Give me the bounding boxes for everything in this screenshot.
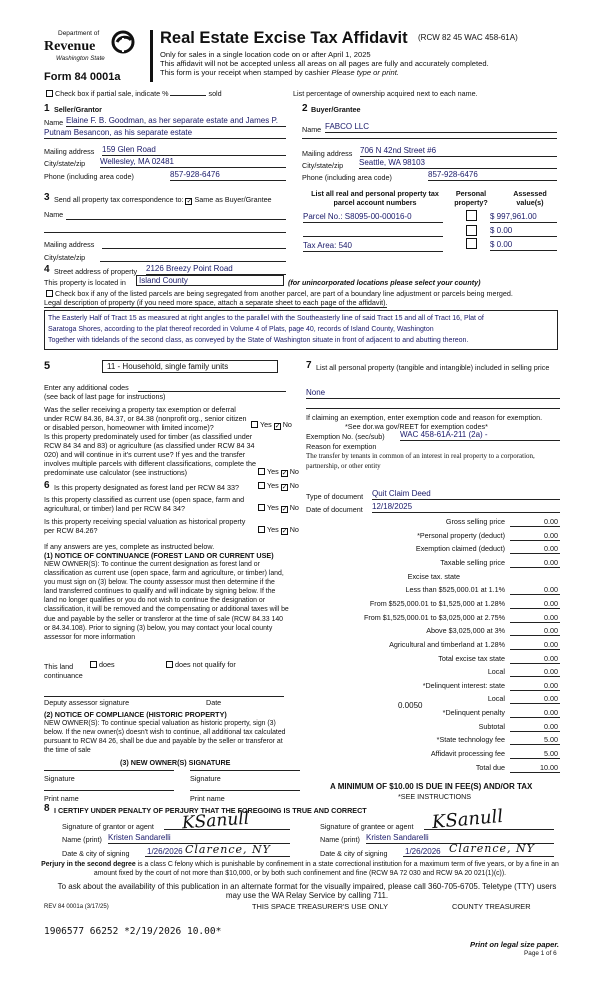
tax-row-label: Total due <box>475 762 505 772</box>
tax-row-value[interactable]: 0.00 <box>544 680 558 690</box>
personal-property-checkbox-2[interactable] <box>466 225 477 236</box>
tax-row-value[interactable]: 0.00 <box>544 557 558 567</box>
tax-row-value[interactable]: 0.00 <box>544 708 558 718</box>
grantee-date: 1/26/2026 <box>405 847 441 856</box>
dept-label: Department of <box>58 30 100 37</box>
tax-row-value[interactable]: 10.00 <box>540 762 558 772</box>
sec3-city-line[interactable] <box>100 261 286 262</box>
tax-row-value[interactable]: 0.00 <box>544 585 558 595</box>
tax-row-line <box>510 772 560 773</box>
grantee-date-label: Date & city of signing <box>320 849 388 858</box>
buyer-addr-label: Mailing address <box>302 149 353 158</box>
legal-line-3: Together with tidelands of the second class, as conveyed by the State of Washington situate in front of adjacent to and abutting thereon. <box>48 337 469 344</box>
sec5-q1-no[interactable] <box>274 423 281 430</box>
tax-row-label: Agricultural and timberland at 1.28% <box>389 639 505 649</box>
grantee-signature-image: KSanull <box>431 805 504 834</box>
sec6-q3-yes[interactable] <box>258 526 265 533</box>
legal-line-1: The Easterly Half of Tract 15 as measured at right angles to the parallel with the Southeasterly line of said Tract 15 and all of Tract 16, Plat of <box>48 315 484 322</box>
grantor-name-label: Name (print) <box>62 835 102 844</box>
buyer-name-label: Name <box>302 125 322 134</box>
print-label-1: Print name <box>44 794 79 803</box>
tax-row-value[interactable]: 0.00 <box>544 653 558 663</box>
sec6-num: 6 <box>44 480 50 491</box>
notice2-text: NEW OWNER(S): To continue special valuation as historic property, sign (3) below. If the new owner(s) doesn't wish to continue, all additional tax calculated pursuant to RCW 84 26, shall be due and payable by the seller or transferor at the time of sale <box>44 720 286 755</box>
legal-line-2: Saratoga Shores, according to the plat thereof recorded in Volume 4 of Plats, page 40, records of Island County, Washington <box>48 326 434 333</box>
tax-row-value[interactable]: 0.00 <box>544 639 558 649</box>
sec5-q2-no[interactable] <box>281 470 288 477</box>
this-land-label: This land <box>44 662 74 671</box>
tax-row-line <box>510 553 560 554</box>
sec5-q1-yes[interactable] <box>251 421 258 428</box>
sec3-name-line[interactable] <box>66 219 286 220</box>
sec5-q2-yes[interactable] <box>258 468 265 475</box>
seller-addr[interactable]: 159 Glen Road <box>102 145 286 156</box>
tax-row-line <box>510 663 560 664</box>
seller-addr-label: Mailing address <box>44 147 95 156</box>
tax-row-value[interactable]: 0.00 <box>544 530 558 540</box>
sec6-q3: Is this property receiving special valuation as historical property per RCW 84.26? <box>44 517 246 535</box>
tax-row-label: Taxable selling price <box>440 557 505 567</box>
sec7-num: 7 <box>306 360 312 371</box>
perjury-lead: Perjury in the second degree <box>41 861 136 868</box>
sec3-label-row: Send all property tax correspondence to:✓ Same as Buyer/Grantee <box>54 195 272 205</box>
tax-row-line <box>510 758 560 759</box>
sec6-q2-answers: Yes✓ No <box>256 503 299 513</box>
use-code-select[interactable]: 11 - Household, single family units <box>102 360 278 373</box>
deputy-line[interactable] <box>44 696 284 697</box>
sig-grantor-label: Signature of grantor or agent <box>62 822 154 831</box>
sec8-num: 8 <box>44 803 50 814</box>
exempt-label: If claiming an exemption, enter exemption code and reason for exemption. <box>306 413 543 422</box>
sig-grantee-label: Signature of grantee or agent <box>320 822 414 831</box>
doc-date[interactable]: 12/18/2025 <box>372 502 560 513</box>
county-note: (for unincorporated locations please select your county) <box>288 278 481 287</box>
tax-row-label: From $525,000.01 to $1,525,000 at 1.28% <box>369 598 505 608</box>
codes-note: (see back of last page for instructions) <box>44 392 166 401</box>
deputy-date-label: Date <box>206 698 222 707</box>
seller-city-label: City/state/zip <box>44 159 86 168</box>
buyer-city-label: City/state/zip <box>302 161 344 170</box>
tax-row-label: Less than $525,000.01 at 1.1% <box>405 585 505 595</box>
tax-row-value[interactable]: 0.00 <box>544 612 558 622</box>
tax-row-value[interactable]: 0.00 <box>544 598 558 608</box>
tax-row-label: *Delinquent interest: state <box>422 680 505 690</box>
sec6-q2-no[interactable] <box>281 506 288 513</box>
exempt-no-label: Exemption No. (sec/sub) <box>306 432 385 441</box>
legal-paper-note: Print on legal size paper. <box>470 940 560 949</box>
tax-row-line <box>510 676 560 677</box>
tax-row-line <box>510 690 560 691</box>
page-number: Page 1 of 6 <box>524 950 557 957</box>
form-title: Real Estate Excise Tax Affidavit <box>160 29 408 47</box>
header-note-3: This form is your receipt when stamped by cashier Please type or print. <box>160 68 399 77</box>
if-yes-note: If any answers are yes, complete as instructed below. <box>44 542 215 551</box>
seller-name-1[interactable]: Elaine F. B. Goodman, as her separate estate and James P. <box>66 116 286 127</box>
grantor-signature-image: KSanull <box>181 808 250 834</box>
notice1-title: (1) NOTICE OF CONTINUANCE (FOREST LAND OR CURRENT USE) <box>44 551 274 560</box>
buyer-heading: Buyer/Grantee <box>311 105 361 114</box>
sec6-q1-no[interactable] <box>281 484 288 491</box>
does-not-option: does not qualify for <box>164 660 236 669</box>
tax-row-line <box>510 540 560 541</box>
tax-row-value[interactable]: 5.00 <box>544 749 558 759</box>
personal-property-list[interactable]: None <box>306 388 560 399</box>
tax-row-label: Exemption claimed (deduct) <box>415 544 505 554</box>
tax-row-label: Excise tax. state <box>407 571 460 581</box>
header-note-1: Only for sales in a single location code on or after April 1, 2025 <box>160 50 371 59</box>
tax-row-line <box>510 622 560 623</box>
revenue-wordmark: Revenue <box>44 39 96 54</box>
sec4-num: 4 <box>44 264 50 275</box>
cashier-stamp: 1906577 66252 *2/19/2026 10.00* <box>44 926 222 937</box>
buyer-name[interactable]: FABCO LLC <box>325 122 557 133</box>
list-pct-note: List percentage of ownership acquired next to each name. <box>293 89 478 98</box>
form-rcw: (RCW 82 45 WAC 458-61A) <box>418 33 518 42</box>
partial-pct-field[interactable] <box>170 95 206 96</box>
tax-row-label: Total excise tax state <box>438 653 505 663</box>
tax-row-line <box>510 717 560 718</box>
form-number: Form 84 0001a <box>44 71 121 83</box>
tax-row-label: From $1,525,000.01 to $3,025,000 at 2.75% <box>363 612 505 622</box>
exemption-number[interactable]: WAC 458-61A-211 (2a) - <box>400 430 560 441</box>
reason-label: Reason for exemption <box>306 442 377 451</box>
tax-row-value[interactable]: 0.00 <box>544 667 558 677</box>
grantee-name-label: Name (print) <box>320 835 360 844</box>
codes-label: Enter any additional codes <box>44 383 129 392</box>
grantor-city: Clarence, NY <box>185 843 271 856</box>
tax-row-value[interactable]: 0.00 <box>544 544 558 554</box>
revenue-swirl-icon <box>110 30 136 56</box>
sec2-num: 2 <box>302 103 308 114</box>
personal-col-header: Personal property? <box>454 189 488 207</box>
grantor-date: 1/26/2026 <box>147 847 183 856</box>
exempt-see: *See dor.wa gov/REET for exemption codes* <box>345 422 488 431</box>
tax-area[interactable]: Tax Area: 540 <box>303 241 443 252</box>
print-line-2[interactable] <box>190 790 300 791</box>
seller-name-label: Name <box>44 118 64 127</box>
street-address[interactable]: 2126 Breezy Point Road <box>146 264 286 275</box>
tax-row-value[interactable]: 5.00 <box>544 735 558 745</box>
seller-phone-label: Phone (including area code) <box>44 172 134 181</box>
certify-line: I CERTIFY UNDER PENALTY OF PERJURY THAT THE FOREGOING IS TRUE AND CORRECT <box>54 806 367 815</box>
sec3-name-line-2 <box>44 232 286 233</box>
print-line-1[interactable] <box>44 790 174 791</box>
sec3-addr-line[interactable] <box>102 248 286 249</box>
seller-city[interactable]: Wellesley, MA 02481 <box>100 157 286 168</box>
sec6-q2: Is this property classified as current use (open space, farm and agricultural, or timber) land per RCW 84 34? <box>44 495 245 513</box>
buyer-name-line-2 <box>302 138 557 139</box>
parcel-number[interactable]: Parcel No.: S8095-00-00016-0 <box>303 212 443 223</box>
tax-row-line <box>510 567 560 568</box>
tax-row-line <box>510 526 560 527</box>
see-instructions: *SEE INSTRUCTIONS <box>398 792 472 801</box>
sec1-num: 1 <box>44 103 50 114</box>
tax-row-value[interactable]: 0.00 <box>544 626 558 636</box>
segregated-checkbox[interactable] <box>46 290 53 297</box>
buyer-addr[interactable]: 706 N 42nd Street #6 <box>360 146 557 157</box>
buyer-phone[interactable]: 857-928-6476 <box>428 170 557 181</box>
sec6-q1-yes[interactable] <box>258 482 265 489</box>
grantee-name[interactable]: Kristen Sandarelli <box>366 833 554 844</box>
same-as-buyer-checkbox[interactable] <box>185 198 192 205</box>
sec6-q1: Is this property designated as forest land per RCW 84 33? <box>54 483 239 492</box>
sec5-q2: Is this property predominately used for timber (as classified under RCW 84 34 and 83) or agriculture (as classified under RCW 84 34 020) and will continue in it's current use? If yes and the transfer involves multiple parcels with different classifications, complete the predominate use calculator (see instructions) <box>44 432 256 477</box>
local-rate: 0.0050 <box>398 701 423 710</box>
sec5-q1-answers: Yes✓ No <box>249 420 292 430</box>
grantor-date-label: Date & city of signing <box>62 849 130 858</box>
doc-type-label: Type of document <box>306 492 364 501</box>
sec3-num: 3 <box>44 192 50 203</box>
notice3-title: (3) NEW OWNER(S) SIGNATURE <box>120 758 231 767</box>
sec6-q3-no[interactable] <box>281 528 288 535</box>
assessed-col-header: Assessed value(s) <box>513 189 547 207</box>
partial-sale-row: Check box if partial sale, indicate % sold <box>44 89 222 98</box>
tax-row-value[interactable]: 0.00 <box>544 721 558 731</box>
print-label-2: Print name <box>190 794 225 803</box>
notice2-title: (2) NOTICE OF COMPLIANCE (HISTORIC PROPERTY) <box>44 710 227 719</box>
located-label: This property is located in <box>44 278 126 287</box>
reason-text[interactable]: The transfer by tenants in common of an interest in real property to a corporation, partnership, or other entity <box>306 452 535 470</box>
grantee-city: Clarence, NY <box>449 842 535 855</box>
assessed-value-3[interactable]: $ 0.00 <box>490 240 557 251</box>
tax-row-label: *Delinquent penalty <box>442 708 505 718</box>
doc-type[interactable]: Quit Claim Deed <box>372 489 560 500</box>
grantor-date-field[interactable] <box>145 845 290 857</box>
deputy-label: Deputy assessor signature <box>44 698 130 707</box>
seller-phone[interactable]: 857-928-6476 <box>170 170 286 181</box>
continuance-label: continuance <box>44 671 83 680</box>
sec3-name-label: Name <box>44 210 64 219</box>
tax-row-label: Subtotal <box>478 721 505 731</box>
sec6-q2-yes[interactable] <box>258 504 265 511</box>
tax-row-line <box>510 744 560 745</box>
tax-row-line <box>510 608 560 609</box>
tax-row-label: Local <box>487 667 505 677</box>
grantor-name[interactable]: Kristen Sandarelli <box>108 833 290 844</box>
county-select[interactable]: Island County <box>136 275 284 286</box>
revision-code: REV 84 0001a (3/17/25) <box>44 904 109 910</box>
parcel-line-2[interactable] <box>303 236 443 237</box>
personal-property-checkbox-1[interactable] <box>466 210 477 221</box>
legal-description-box[interactable] <box>44 310 558 350</box>
tax-row-label: Affidavit processing fee <box>430 749 505 759</box>
minimum-due-note: A MINIMUM OF $10.00 IS DUE IN FEE(S) AND/OR TAX <box>330 782 533 791</box>
header-divider <box>150 30 153 82</box>
dor-logo <box>44 30 144 72</box>
does-option: does <box>88 660 115 669</box>
tax-row-value[interactable]: 0.00 <box>544 517 558 526</box>
tax-row-label: Above $3,025,000 at 3% <box>426 626 505 636</box>
seller-name-2[interactable]: Putnam Besancon, as his separate estate <box>44 128 286 139</box>
county-treasurer-label: COUNTY TREASURER <box>452 902 531 911</box>
tax-row-label: Local <box>487 694 505 704</box>
seller-heading: Seller/Grantor <box>54 105 102 114</box>
parcel-col-header: List all real and personal property tax parcel account numbers <box>311 189 439 207</box>
sec5-num: 5 <box>44 360 51 372</box>
tax-row-line <box>510 731 560 732</box>
segregated-row: Check box if any of the listed parcels are being segregated from another parcel, are part of a boundary line adjustment or parcels being merged. <box>44 289 564 298</box>
sec6-q3-answers: Yes✓ No <box>256 525 299 535</box>
signature-label-2: Signature <box>190 774 221 783</box>
tax-row-line <box>510 649 560 650</box>
tax-row-value[interactable]: 0.00 <box>544 694 558 704</box>
assessed-value-2[interactable]: $ 0.00 <box>490 226 557 237</box>
sec3-city-label: City/state/zip <box>44 253 86 262</box>
personal-property-checkbox-3[interactable] <box>466 238 477 249</box>
tax-row-line <box>510 703 560 704</box>
tax-row-label: Gross selling price <box>445 517 505 526</box>
signature-line-1[interactable] <box>44 770 174 771</box>
buyer-city[interactable]: Seattle, WA 98103 <box>359 158 557 169</box>
tax-row-line <box>510 635 560 636</box>
buyer-phone-label: Phone (including area code) <box>302 173 392 182</box>
sec6-q1-answers: Yes✓ No <box>256 481 299 491</box>
signature-line-2[interactable] <box>190 770 300 771</box>
tax-row-label: *State technology fee <box>436 735 505 745</box>
tax-row-label: *Personal property (deduct) <box>417 530 505 540</box>
grantee-date-field[interactable] <box>403 842 554 857</box>
sec5-q2-answers: Yes✓ No <box>256 467 299 477</box>
header-note-2: This affidavit will not be accepted unless all areas on all pages are fully and accurately completed. <box>160 59 489 68</box>
partial-sale-checkbox[interactable] <box>46 90 53 97</box>
accessibility-note: To ask about the availability of this publication in an alternate format for the visually impaired, please call 360-705-6705. Teletype (TTY) users may use the WA Relay Service by calling 711. <box>57 882 557 900</box>
legal-label: Legal description of property (if you need more space, attach a separate sheet to each page of the affidavit). <box>44 298 388 307</box>
doc-date-label: Date of document <box>306 505 363 514</box>
perjury-note: Perjury in the second degree is a class C felony which is punishable by confinement in a state correctional institution for a maximum term of five years, or by a fine in an amount fixed by the court of not more than $10,000, or by both such confinement and fine (RCW 9A 72 030 and RCW 9A 20 021(1)(c)). <box>41 861 559 877</box>
sec5-q1: Was the seller receiving a property tax exemption or deferral under RCW 84.36, 84.37, or 84.38 (nonprofit org., senior citizen or disabled person, homeowner with limited income)? <box>44 405 247 432</box>
state-label: Washington State <box>56 55 105 62</box>
sec3-addr-label: Mailing address <box>44 240 95 249</box>
does-not-checkbox[interactable] <box>166 661 173 668</box>
treasurer-use-label: THIS SPACE TREASURER'S USE ONLY <box>252 902 389 911</box>
does-checkbox[interactable] <box>90 661 97 668</box>
sec7-label: List all personal property (tangible and intangible) included in selling price <box>316 363 550 372</box>
notice1-text: NEW OWNER(S): To continue the current designation as forest land or classification as current use (open space, farm and agriculture, or timber) land, you must sign on (3) below. The county assessor must then determine if the land transferred continues to qualify and will indicate by signing below. If the land no longer qualifies or you do not wish to continue the designation or classification, it will be removed and the compensating or additional taxes will be due and payable by the seller or transferor at the time of sale (RCW 84.33 140 or 84.34.108). Prior to signing (3) below, you may contact your local county assessor for more information <box>44 561 289 641</box>
signature-label-1: Signature <box>44 774 75 783</box>
sec7-line-2 <box>306 408 560 409</box>
tax-row-line <box>510 594 560 595</box>
street-label: Street address of property <box>54 267 138 276</box>
assessed-value-1[interactable]: $ 997,961.00 <box>490 212 557 223</box>
